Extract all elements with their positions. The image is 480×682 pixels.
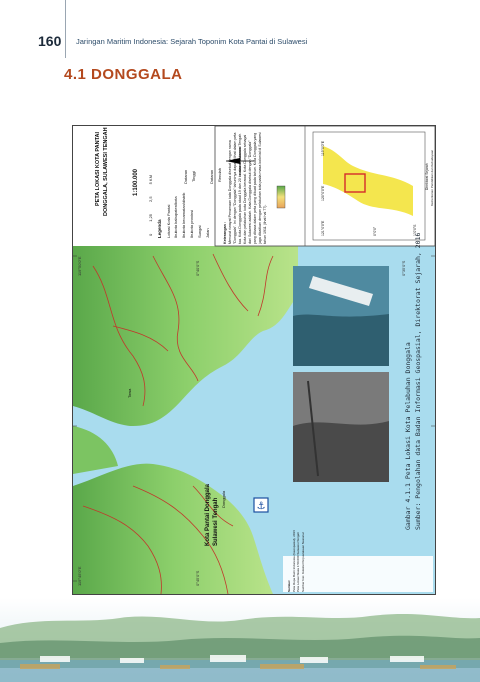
elevation-label: Dataran: [209, 169, 214, 184]
inset-coord: 1°0'0"S: [413, 224, 417, 236]
source-note: Sumber foto: Koleksi Perpustakaan Nasional: [300, 532, 305, 592]
inset-coord: 0°0'0": [373, 226, 377, 236]
legend-item: Jalan: [205, 228, 210, 238]
map-title-line1: PETA LOKASI KOTA PANTAI: [95, 131, 101, 206]
figure-caption: Gambar 4.1.1 Peta Lokasi Kota Pelabuhan Donggala: [404, 342, 412, 530]
map-scale: 1:100.000: [133, 168, 139, 196]
agency-name: Direktorat Sejarah: [425, 163, 429, 190]
inset-coord: 120°0'0"E: [321, 185, 325, 201]
source-note-box: [283, 556, 433, 592]
legend-item: Ibukota kabupaten/kota: [173, 196, 178, 238]
place-label-main: Kota Pantai Donggala: [205, 483, 211, 546]
svg-text:⚓: ⚓: [256, 501, 266, 512]
section-title: 4.1 DONGGALA: [64, 66, 183, 83]
source-note: Sumber:: [287, 579, 291, 592]
town-label: Donggala: [221, 490, 226, 508]
footer-harbor-photo: [0, 598, 480, 682]
map-figure: [72, 125, 436, 595]
legend-item: Sungai: [197, 225, 202, 238]
scale-tick: 1,25: [148, 213, 153, 222]
source-note: Peta Lokasi Skala 1:50.000 Sulawesi Tengah: [296, 532, 300, 592]
figure-source: Sumber: Pengolahan data Badan Informasi Geospasial, Direktorat Sejarah, 2016: [414, 232, 422, 530]
legend-title: Legenda: [157, 219, 162, 238]
inset-coord: 121°0'0"E: [321, 220, 325, 236]
elevation-label: Rendah: [217, 167, 222, 182]
page-number: 160: [38, 33, 62, 49]
scale-tick: 0: [148, 233, 153, 236]
source-note: Peta Rupa Bumi Indonesia (Geospasial), 2016: [291, 530, 296, 592]
elevation-legend-bar: [277, 186, 285, 208]
running-title: Jaringan Maritim Indonesia: Sejarah Toponim Kota Pantai di Sulawesi: [76, 37, 308, 46]
scale-tick: 2,5: [148, 196, 153, 202]
map-title-line2: DONGGALA, SULAWESI TENGAH: [103, 127, 109, 216]
legend-item: Ibukota provinsi: [189, 209, 194, 238]
legend-item: Lokasi Kota Pantai: [166, 204, 171, 238]
coord-label: 119°45'0"E: [77, 566, 82, 586]
coord-label: 0°35'0"S: [401, 260, 406, 276]
bay-label: Towa: [127, 388, 132, 398]
elevation-label: Dataran: [183, 169, 188, 184]
place-label-sub: Sulawesi Tengah: [213, 497, 219, 546]
coord-label: 0°40'0"S: [195, 260, 200, 276]
keterangan-title: Keterangan :: [223, 222, 227, 244]
legend-item: Ibukota kecamatan/distrik: [181, 192, 186, 238]
elevation-label: Tinggi: [191, 171, 196, 182]
map-canvas: [73, 126, 435, 594]
header-divider: [65, 0, 66, 58]
coord-label: 119°50'0"E: [77, 256, 82, 276]
coord-label: 0°45'0"S: [195, 570, 200, 586]
agency-sub: Kementerian Pendidikan dan Kebudayaan: [430, 149, 434, 206]
keterangan-text: Menurut riwayat Penamaan kata Donggala disebut dengan nama "Donggala". Ini dengan "Donggala" tahuninya dapat dilihat dalam peta tua. Kota Donggala pada abad 19 dan 20 ke atas di Sulawesi Tengah. Kota dan pelabuhan kota Donggala berawal. Kota Donggala sebagai dari Sulawesi adalah. Kata Donggala disebut dengan "Donggala" yang dibaca dalam peta yang dibuat pada tahun. Kota Donggala yang juga dikaitkan dengan pelabuhan kota pada masa kolonial di Sulawesi tahun 1911 (lihat hal 77).: [228, 132, 267, 244]
inset-coord: 119°0'0"E: [321, 140, 325, 156]
scale-tick: 5 KM: [148, 175, 153, 185]
